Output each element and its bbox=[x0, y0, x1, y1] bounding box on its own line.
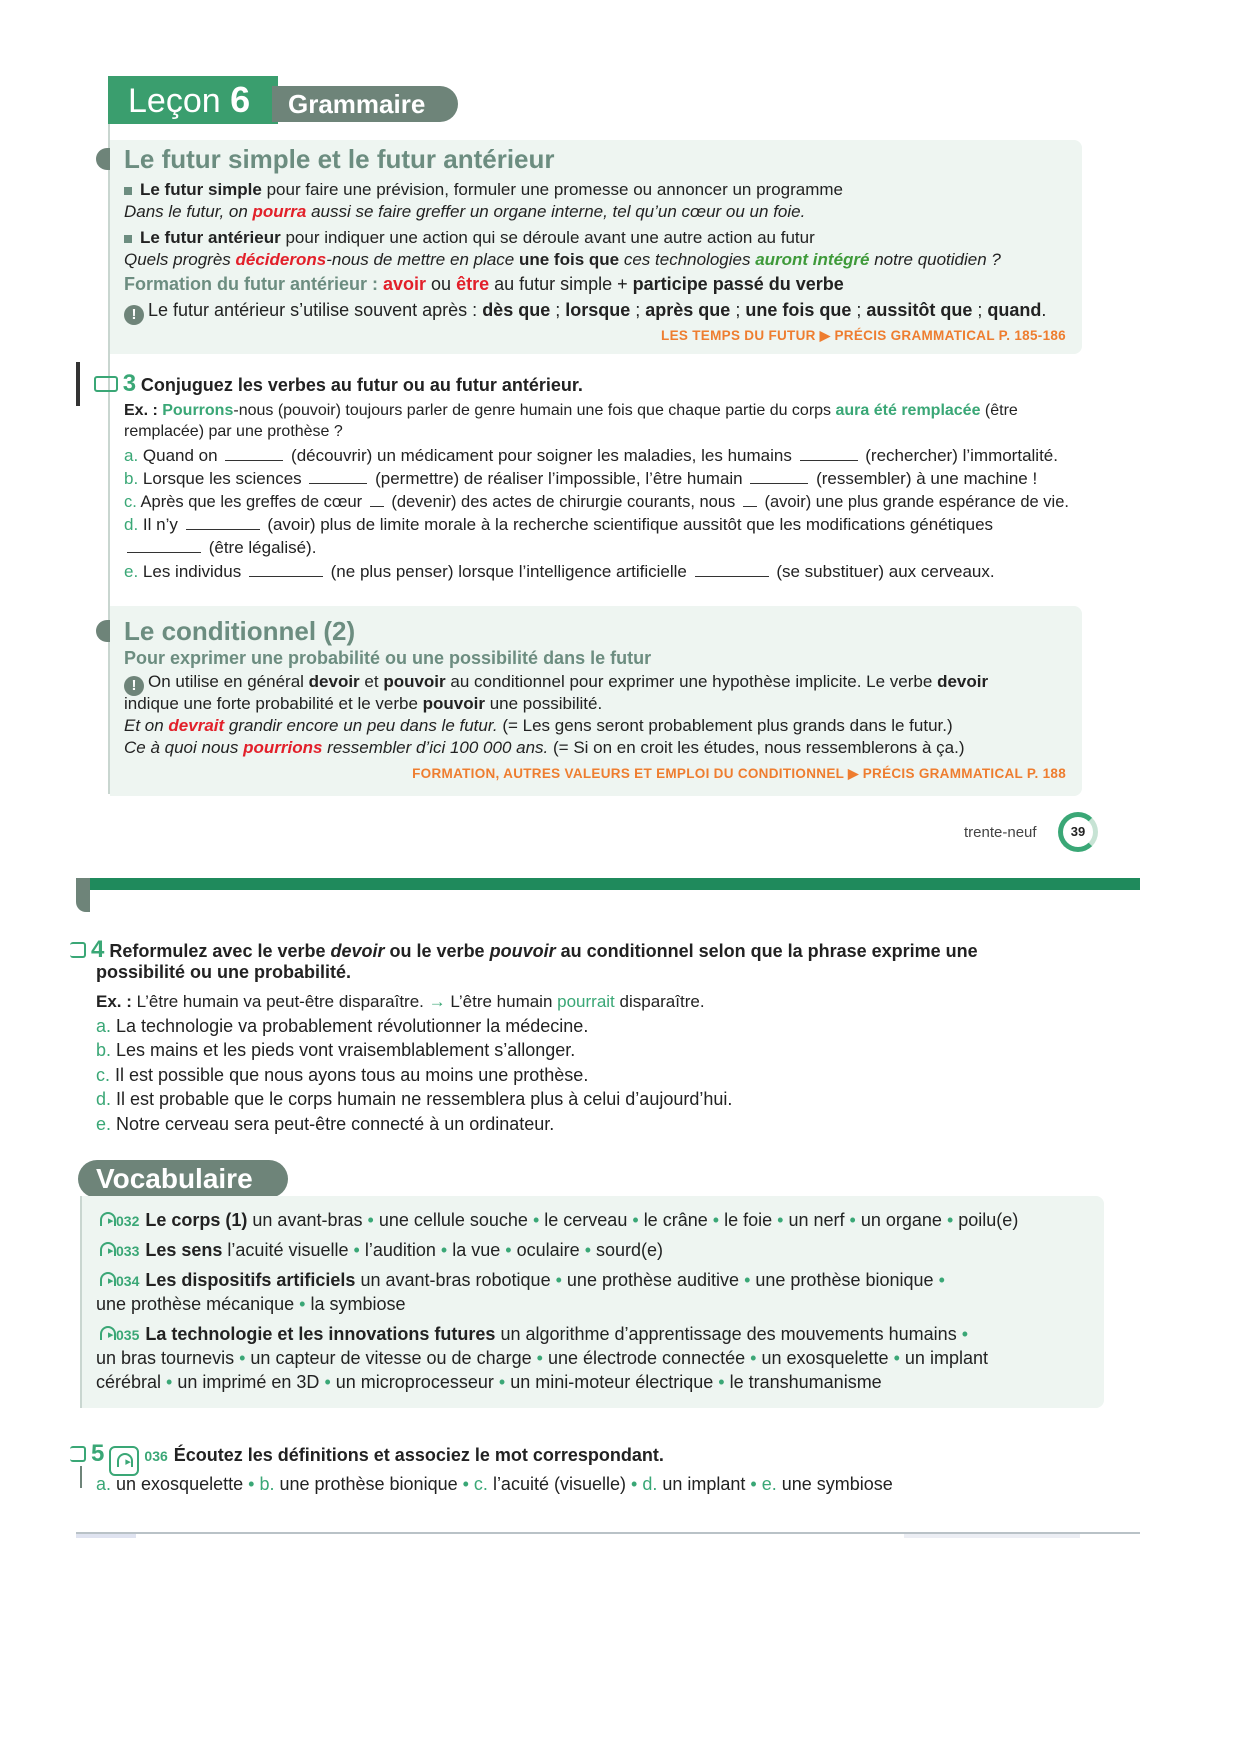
vocab-theme-technologie-cont2: cérébral • un imprimé en 3D • un microprocesseur • un mini-moteur électrique • le transhumanisme bbox=[96, 1372, 882, 1392]
exercise-bar bbox=[76, 362, 80, 406]
exercise-4-instruction-cont: possibilité ou une probabilité. bbox=[96, 962, 352, 982]
audio-icon[interactable] bbox=[98, 1241, 116, 1259]
page-corner-mark bbox=[76, 878, 90, 912]
exercise-4-item-c: c. Il est possible que nous ayons tous au moins une prothèse. bbox=[96, 1065, 589, 1085]
page-number-word: trente-neuf bbox=[964, 824, 1037, 841]
formation-line: Formation du futur antérieur : avoir ou être au futur simple + participe passé du verbe bbox=[124, 274, 844, 294]
lesson-number: 6 bbox=[230, 79, 251, 120]
title-marker bbox=[96, 148, 110, 170]
futur-reference-link[interactable]: LES TEMPS DU FUTUR ▶ PRÉCIS GRAMMATICAL P. 185-186 bbox=[661, 328, 1066, 343]
vocab-theme-corps: ▸032 Le corps (1) un avant-bras • une cellule souche • le cerveau • le crâne • le foie • un nerf • un organe • poilu(e) bbox=[98, 1210, 1018, 1231]
exercise-5-items: a. un exosquelette • b. une prothèse bionique • c. l’acuité (visuelle) • d. un implant • e. une symbiose bbox=[96, 1474, 893, 1494]
lesson-label: Leçon bbox=[128, 82, 221, 120]
futur-simple-line: Le futur simple pour faire une prévision, formuler une promesse ou annoncer un programme bbox=[124, 180, 843, 200]
vocab-theme-technologie: ▸035 La technologie et les innovations futures un algorithme d’apprentissage des mouvements humains • bbox=[98, 1324, 968, 1345]
section-pill: Grammaire bbox=[272, 86, 458, 122]
arrow-icon: → bbox=[428, 992, 446, 1011]
audio-icon[interactable] bbox=[98, 1325, 116, 1343]
answer-blank[interactable] bbox=[370, 492, 384, 507]
futur-title: Le futur simple et le futur antérieur bbox=[124, 144, 555, 174]
lesson-tab bbox=[108, 76, 278, 124]
exercise-5-header: 5 ▸ 036 Écoutez les définitions et associez le mot correspondant. bbox=[70, 1440, 664, 1476]
page-number-badge bbox=[1058, 812, 1098, 852]
answer-blank[interactable] bbox=[127, 538, 201, 553]
exercise-3-item-c: c. Après que les greffes de cœur (devenir) des actes de chirurgie courants, nous (avoir) une plus grande espérance de vie. bbox=[124, 493, 1069, 511]
laptop-icon bbox=[94, 376, 118, 392]
vocab-theme-dispositifs: ▸034 Les dispositifs artificiels un avant-bras robotique • une prothèse auditive • une prothèse bionique • bbox=[98, 1270, 945, 1291]
audio-icon[interactable] bbox=[98, 1211, 116, 1229]
title-marker bbox=[96, 620, 110, 642]
conditionnel-subtitle: Pour exprimer une probabilité ou une possibilité dans le futur bbox=[124, 648, 652, 668]
answer-blank[interactable] bbox=[309, 469, 367, 484]
page-number: 39 bbox=[1070, 824, 1086, 839]
exercise-4-item-b: b. Les mains et les pieds vont vraisemblablement s’allonger. bbox=[96, 1040, 576, 1060]
exercise-3-item-e: e. Les individus (ne plus penser) lorsque l’intelligence artificielle (se substituer) aux cerveaux. bbox=[124, 562, 995, 581]
exercise-4-item-a: a. La technologie va probablement révolutionner la médecine. bbox=[96, 1016, 589, 1036]
exercise-3-example: Ex. : Pourrons-nous (pouvoir) toujours parler de genre humain une fois que chaque partie du corps aura été remplacée (être bbox=[124, 402, 1018, 419]
laptop-icon bbox=[70, 1446, 86, 1462]
conditionnel-example-2: Ce à quoi nous pourrions ressembler d’ici 100 000 ans. (= Si on en croit les études, nous ressemblerons à ça.) bbox=[124, 738, 965, 757]
exercise-3-header: 3 Conjuguez les verbes au futur ou au futur antérieur. bbox=[94, 370, 583, 398]
vocab-rule bbox=[80, 1196, 82, 1408]
answer-blank[interactable] bbox=[225, 446, 283, 461]
answer-blank[interactable] bbox=[249, 562, 323, 577]
warning-icon: ! bbox=[124, 676, 144, 696]
futur-simple-example: Dans le futur, on pourra aussi se faire greffer un organe interne, tel qu’un cœur ou un foie. bbox=[124, 202, 806, 221]
bottom-rule-accent bbox=[76, 1534, 136, 1538]
audio-icon[interactable] bbox=[98, 1271, 116, 1289]
page-top-bar bbox=[76, 878, 1140, 890]
conditionnel-title: Le conditionnel (2) bbox=[124, 616, 356, 646]
laptop-icon bbox=[70, 942, 86, 958]
exercise-number: 5 bbox=[91, 1440, 105, 1467]
exercise-3-item-d-cont: (être légalisé). bbox=[124, 538, 316, 558]
answer-blank[interactable] bbox=[750, 469, 808, 484]
exercise-4-item-d: d. Il est probable que le corps humain ne ressemblera plus à celui d’aujourd’hui. bbox=[96, 1089, 733, 1109]
exercise-4-item-e: e. Notre cerveau sera peut-être connecté à un ordinateur. bbox=[96, 1114, 555, 1134]
vocab-theme-dispositifs-cont: une prothèse mécanique • la symbiose bbox=[96, 1294, 406, 1314]
vocab-theme-sens: ▸033 Les sens l’acuité visuelle • l’audition • la vue • oculaire • sourd(e) bbox=[98, 1240, 663, 1261]
vocabulary-tab: Vocabulaire bbox=[78, 1160, 288, 1198]
conditionnel-note-cont: indique une forte probabilité et le verbe pouvoir une possibilité. bbox=[124, 694, 603, 713]
exercise-number: 3 bbox=[122, 370, 137, 397]
exercise-3-item-d: d. Il n’y (avoir) plus de limite morale à la recherche scientifique aussitôt que les modifications génétiques bbox=[124, 515, 994, 534]
exercise-4-example: Ex. : L’être humain va peut-être disparaître. → L’être humain pourrait disparaître. bbox=[96, 992, 705, 1011]
vocab-theme-technologie-cont1: un bras tournevis • un capteur de vitesse ou de charge • une électrode connectée • un exosquelette • un implant bbox=[96, 1348, 988, 1368]
answer-blank[interactable] bbox=[743, 492, 757, 507]
answer-blank[interactable] bbox=[695, 562, 769, 577]
exercise-number: 4 bbox=[91, 936, 105, 963]
conditionnel-example-1: Et on devrait grandir encore un peu dans le futur. (= Les gens seront probablement plus grands dans le futur.) bbox=[124, 716, 953, 735]
bullet bbox=[124, 235, 132, 243]
futur-note: ! Le futur antérieur s’utilise souvent après : dès que ; lorsque ; après que ; une fois que ; aussitôt que ; quand. bbox=[124, 300, 1046, 325]
bullet bbox=[124, 187, 132, 195]
exercise-4-header: 4 Reformulez avec le verbe devoir ou le verbe pouvoir au conditionnel selon que la phrase exprime une bbox=[70, 936, 978, 964]
warning-icon: ! bbox=[124, 305, 144, 325]
exercise-3-item-b: b. Lorsque les sciences (permettre) de réaliser l’impossible, l’être humain (ressembler) à une machine ! bbox=[124, 469, 1038, 488]
futur-anterieur-line: Le futur antérieur pour indiquer une action qui se déroule avant une autre action au futur bbox=[124, 228, 815, 248]
futur-anterieur-example: Quels progrès déciderons-nous de mettre en place une fois que ces technologies auront intégré notre quotidien ? bbox=[124, 250, 1001, 269]
exercise-3-item-a: a. Quand on (découvrir) un médicament pour soigner les maladies, les humains (rechercher) l’immortalité. bbox=[124, 446, 1058, 465]
answer-blank[interactable] bbox=[800, 446, 858, 461]
bottom-rule-accent bbox=[904, 1534, 1080, 1538]
answer-blank[interactable] bbox=[186, 515, 260, 530]
exercise-3-example-cont: remplacée) par une prothèse ? bbox=[124, 423, 343, 440]
audio-icon[interactable] bbox=[109, 1446, 139, 1476]
conditionnel-reference-link[interactable]: FORMATION, AUTRES VALEURS ET EMPLOI DU CONDITIONNEL ▶ PRÉCIS GRAMMATICAL P. 188 bbox=[412, 766, 1066, 781]
exercise-bar bbox=[80, 1466, 82, 1488]
conditionnel-note: ! On utilise en général devoir et pouvoir au conditionnel pour exprimer une hypothèse implicite. Le verbe devoir bbox=[124, 672, 988, 696]
